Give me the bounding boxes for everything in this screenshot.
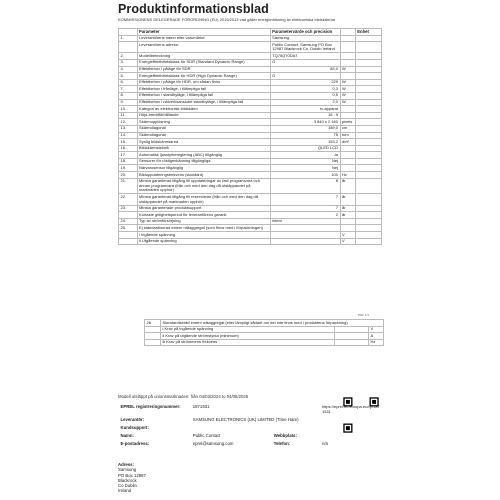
- row-value: [270, 225, 340, 232]
- web-label: Webbplats:: [273, 433, 297, 438]
- spec-row: [119, 139, 382, 146]
- spec-row: [119, 225, 382, 232]
- row-number: 26.: [145, 320, 161, 327]
- row-unit: Hz: [369, 339, 384, 346]
- row-number: [119, 238, 138, 245]
- row-number: 11.: [119, 112, 138, 119]
- address-line: Co Dublin: [118, 483, 137, 489]
- row-extra: [355, 125, 381, 132]
- contact-email-row: [119, 440, 384, 448]
- external-psu-row: [145, 339, 384, 346]
- row-unit: Hz: [340, 172, 355, 179]
- row-number: 9.: [119, 99, 138, 106]
- row-number: 24.: [119, 218, 138, 225]
- row-value: 7: [270, 194, 340, 205]
- row-parameter: Effektbehov i påläge för SDR: [137, 66, 270, 73]
- row-parameter: Minsta garanterad tillgång till uppdateringar av fast programvara och annan programvara (från och med den dag då utsläppandet på marknaden upphör): [137, 178, 270, 194]
- supplier-label: Leverantör:: [120, 417, 145, 422]
- row-number: 15.: [119, 139, 138, 146]
- row-extra: [355, 92, 381, 99]
- row-number: 4.: [119, 66, 138, 73]
- row-unit: [340, 225, 355, 232]
- row-number: 17.: [119, 152, 138, 159]
- row-parameter: Minsta garanterad tillgång till reservdelar (från och med den dag då utsläppandet på marknaden upphör): [137, 194, 270, 205]
- row-parameter: Leverantörens namn eller varumärke:: [137, 35, 270, 42]
- row-parameter: Sensorer för röstigenkänning tillgängliga: [137, 158, 270, 165]
- row-parameter: Effektbehov i påläge för HDR, om sådan finns: [137, 79, 270, 86]
- row-extra: [355, 178, 381, 194]
- row-number: 8.: [119, 92, 138, 99]
- row-parameter: Automatisk ljusstyrkereglering (ABC) tillgänglig: [137, 152, 270, 159]
- row-unit: pixels: [340, 119, 355, 126]
- row-extra: [355, 225, 381, 232]
- spec-row: [119, 79, 382, 86]
- row-unit: [340, 158, 355, 165]
- row-extra: [355, 112, 381, 119]
- spec-row: [119, 92, 382, 99]
- row-parameter: Effektbehov i standbyläge, i tillämpliga fall: [137, 92, 270, 99]
- row-number: 6.: [119, 79, 138, 86]
- row-value: [270, 232, 340, 239]
- row-extra: [355, 119, 381, 126]
- row-extra: [355, 158, 381, 165]
- spec-row: [119, 125, 382, 132]
- row-parameter: Kortaste giltighetsperiod för leverantörens garanti: [137, 212, 270, 219]
- row-extra: [355, 73, 381, 80]
- header-parameter: Parameter: [137, 29, 270, 36]
- row-parameter: Bildskärmsteknik: [137, 145, 270, 152]
- row-value: 153,2: [270, 139, 340, 146]
- spec-row: [119, 238, 382, 245]
- row-extra: [355, 172, 381, 179]
- row-number: 1.: [119, 35, 138, 42]
- spec-body: [119, 35, 382, 245]
- row-number: [145, 326, 161, 333]
- row-parameter: Minsta garanterade produktsupport: [137, 205, 270, 212]
- spec-row: [119, 53, 382, 60]
- address-line: Samsung: [118, 467, 137, 473]
- row-number: 5.: [119, 73, 138, 80]
- spec-row: [119, 205, 382, 212]
- row-number: 2.: [119, 53, 138, 60]
- row-extra: [355, 132, 381, 139]
- eprel-reg-label: EPREL registreringsnummer:: [120, 404, 181, 409]
- spec-row: [119, 99, 382, 106]
- address-line: Ireland: [118, 488, 132, 494]
- row-parameter: Leverantörens adress:: [137, 42, 270, 53]
- row-extra: [355, 59, 381, 66]
- row-extra: [355, 53, 381, 60]
- external-psu-intro-row: [145, 320, 384, 327]
- spec-row: [119, 73, 382, 80]
- row-extra: [355, 232, 381, 239]
- row-extra: [355, 205, 381, 212]
- row-unit: W: [340, 66, 355, 73]
- row-parameter: Skärmdiagonal: [137, 125, 270, 132]
- row-parameter: i Krav på ingående spänning: [161, 326, 335, 333]
- row-extra: [355, 106, 381, 113]
- row-extra: [355, 99, 381, 106]
- row-value: 100: [270, 172, 340, 179]
- row-parameter: Kategori av elektronisk bildskärm: [137, 106, 270, 113]
- row-extra: [355, 165, 381, 172]
- row-number: 16.: [119, 145, 138, 152]
- row-number: [119, 232, 138, 239]
- row-value: Nej: [270, 165, 340, 172]
- row-value: intern: [270, 218, 340, 225]
- row-parameter: Synlig bildskärmsarea: [137, 139, 270, 146]
- spec-header-row: [119, 29, 382, 36]
- spec-row: [119, 165, 382, 172]
- row-value: G: [270, 59, 340, 66]
- row-number: 25.: [119, 225, 138, 232]
- row-value: tv-apparat: [270, 106, 340, 113]
- row-unit: W: [340, 92, 355, 99]
- spec-row: [119, 119, 382, 126]
- row-extra: [355, 152, 381, 159]
- spec-row: [119, 194, 382, 205]
- external-psu-row: [145, 326, 384, 333]
- eprel-url[interactable]: https://eprel.ec.europa.eu/qr/1871531: [321, 404, 380, 414]
- row-unit: år: [340, 178, 355, 194]
- row-number: 10.: [119, 106, 138, 113]
- email-label: E-postadress:: [120, 441, 150, 446]
- row-value: [335, 333, 369, 340]
- row-value: Ja: [270, 152, 340, 159]
- row-extra: [355, 238, 381, 245]
- row-unit: [340, 218, 355, 225]
- row-parameter: Ej standardiserad extern nätaggregat (som finns med i förpackningen): [137, 225, 270, 232]
- address-label: Adress:: [118, 462, 135, 467]
- row-unit: V: [369, 326, 384, 333]
- address-block: [118, 462, 146, 494]
- row-value: TQ75Q70DAT: [270, 53, 340, 60]
- address-line: PO Box 12987: [118, 472, 146, 478]
- row-value: 189,0: [270, 125, 340, 132]
- page-note: PDF 1/1: [358, 313, 370, 317]
- row-value: Public Contact, Samsung PO Box 12987 Blackrock Co. Dublin Ireland: [270, 42, 340, 53]
- row-value: [335, 326, 369, 333]
- row-parameter: ii Utgående spänning: [137, 238, 270, 245]
- eprel-table: [118, 402, 384, 448]
- row-extra: [355, 86, 381, 93]
- row-unit: [340, 152, 355, 159]
- spec-row: [119, 212, 382, 219]
- row-extra: [355, 218, 381, 225]
- external-psu-table: [144, 319, 384, 346]
- row-number: 20.: [119, 172, 138, 179]
- row-number: 19.: [119, 165, 138, 172]
- row-unit: [340, 42, 355, 53]
- row-value: Nej: [270, 158, 340, 165]
- row-value: [335, 339, 369, 346]
- eprel-reg-row: [119, 403, 384, 416]
- row-extra: [355, 79, 381, 86]
- row-parameter: Energieffektivitetsklass för HDR (High Dynamic Range): [137, 73, 270, 80]
- row-parameter: Modellbeteckning: [137, 53, 270, 60]
- row-unit: år: [340, 212, 355, 219]
- row-value: G: [270, 73, 340, 80]
- row-unit: W: [340, 86, 355, 93]
- row-parameter: Skärmupplösning: [137, 119, 270, 126]
- row-unit: A: [369, 333, 384, 340]
- row-number: 13.: [119, 125, 138, 132]
- row-unit: [340, 165, 355, 172]
- web-value: [320, 432, 384, 440]
- row-number: 21.: [119, 178, 138, 194]
- row-parameter: Närvarosensor tillgänglig: [137, 165, 270, 172]
- supplier-value: SAMSUNG ELECTRONICS (UK) LIMITED (Trine Hare): [192, 417, 299, 422]
- name-value: Public Contact: [192, 433, 221, 438]
- spec-row: [119, 218, 382, 225]
- spec-row: [119, 145, 382, 152]
- spec-row: [119, 86, 382, 93]
- row-value: 2,0: [270, 99, 340, 106]
- row-value: 0,3: [270, 86, 340, 93]
- row-extra: [355, 42, 381, 53]
- row-unit: dm²: [340, 139, 355, 146]
- row-number: 18.: [119, 158, 138, 165]
- header-unit: Enhet: [355, 29, 381, 36]
- row-unit: W: [340, 99, 355, 106]
- spec-row: [119, 106, 382, 113]
- row-number: [145, 339, 161, 346]
- row-value: 0,5: [270, 92, 340, 99]
- spec-row: [119, 158, 382, 165]
- name-label: Namn:: [120, 433, 134, 438]
- row-value: 16 : 9: [270, 112, 340, 119]
- row-unit: cm: [340, 125, 355, 132]
- row-parameter: Effektbehov i nätverksanslutet standbyläge, i tillämpliga fall: [137, 99, 270, 106]
- row-number: 12.: [119, 119, 138, 126]
- spec-row: [119, 232, 382, 239]
- spec-row: [119, 66, 382, 73]
- model-market-note: Modell utsläppt på unionsmarknaden: från 04/03/2024 to 04/08/2025: [118, 394, 249, 399]
- row-parameter: Höjd-breddförhållande: [137, 112, 270, 119]
- external-psu-row: [145, 333, 384, 340]
- row-unit: V: [340, 238, 355, 245]
- row-number: 23.: [119, 205, 138, 212]
- row-value: [270, 238, 340, 245]
- spec-row: [119, 112, 382, 119]
- row-extra: [355, 194, 381, 205]
- row-value: 2: [270, 212, 340, 219]
- row-parameter: Bilduppdateringsfrekvens (standard): [137, 172, 270, 179]
- row-parameter: Effektbehov i frånläge, i tillämpliga fall: [137, 86, 270, 93]
- row-unit: [340, 59, 355, 66]
- row-unit: [340, 145, 355, 152]
- external-psu-body: [145, 320, 384, 346]
- spec-table: [118, 28, 382, 245]
- row-unit: [340, 53, 355, 60]
- header-value: Parametervärde och precision: [270, 29, 340, 36]
- row-value: 8: [270, 178, 340, 194]
- row-number: 7.: [119, 86, 138, 93]
- page-title: Produktinformationsblad: [118, 2, 269, 16]
- row-unit: [340, 106, 355, 113]
- row-parameter: Energieffektivitetsklass för SDR (Standard Dynamic Range): [137, 59, 270, 66]
- header-number: [119, 29, 138, 36]
- row-extra: [355, 66, 381, 73]
- row-extra: [355, 212, 381, 219]
- customer-support-label: Kundsupport:: [120, 425, 149, 430]
- row-value: Samsung: [270, 35, 340, 42]
- row-unit: W: [340, 79, 355, 86]
- row-unit: [340, 35, 355, 42]
- row-value: 75: [270, 132, 340, 139]
- row-value: 83,0: [270, 66, 340, 73]
- spec-row: [119, 42, 382, 53]
- row-extra: [355, 35, 381, 42]
- header-extra: [340, 29, 355, 36]
- row-value: QLED LCD: [270, 145, 340, 152]
- row-extra: [355, 145, 381, 152]
- row-number: 14.: [119, 132, 138, 139]
- row-extra: [355, 139, 381, 146]
- row-value: 229: [270, 79, 340, 86]
- row-unit: tum: [340, 132, 355, 139]
- eprel-reg-value: 1871531: [192, 404, 210, 409]
- row-parameter: iii Krav på strömmens frekvens: [161, 339, 335, 346]
- row-unit: V: [340, 232, 355, 239]
- external-psu-intro: Standardiserad extern nätaggregat (eller lämpligt sådant om det inte finns med i produktens förpackning): [161, 320, 384, 327]
- row-parameter: Typ av strömförsörjning: [137, 218, 270, 225]
- spec-row: [119, 35, 382, 42]
- row-parameter: Skärmdiagonal: [137, 132, 270, 139]
- supplier-row: [119, 416, 384, 424]
- spec-row: [119, 178, 382, 194]
- row-parameter: i Ingående spänning: [137, 232, 270, 239]
- row-number: [145, 333, 161, 340]
- row-value: 7: [270, 205, 340, 212]
- row-number: 22.: [119, 194, 138, 205]
- row-unit: år: [340, 194, 355, 205]
- email-value[interactable]: eprel@samsung.com: [192, 441, 234, 446]
- row-unit: [340, 73, 355, 80]
- contact-name-row: [119, 432, 384, 440]
- address-line: Blackrock: [118, 477, 137, 483]
- row-number: 3.: [119, 59, 138, 66]
- spec-row: [119, 152, 382, 159]
- row-unit: år: [340, 205, 355, 212]
- row-parameter: ii Krav på utgående strömstyrka (minimum): [161, 333, 335, 340]
- spec-row: [119, 172, 382, 179]
- spec-row: [119, 132, 382, 139]
- row-number: [119, 42, 138, 53]
- customer-support-row: [119, 424, 384, 432]
- tel-label: Telefon:: [273, 441, 291, 446]
- spec-row: [119, 59, 382, 66]
- row-value: 3 840 x 2 160: [270, 119, 340, 126]
- regulation-subtitle: KOMMISSIONENS DELEGERADE FÖRORDNING (EU) 2019/2013 vad gäller energimärkning av elektroniska bildskärmar: [118, 17, 336, 22]
- tel-value: n/a: [321, 441, 328, 446]
- row-unit: [340, 112, 355, 119]
- row-number: [119, 212, 138, 219]
